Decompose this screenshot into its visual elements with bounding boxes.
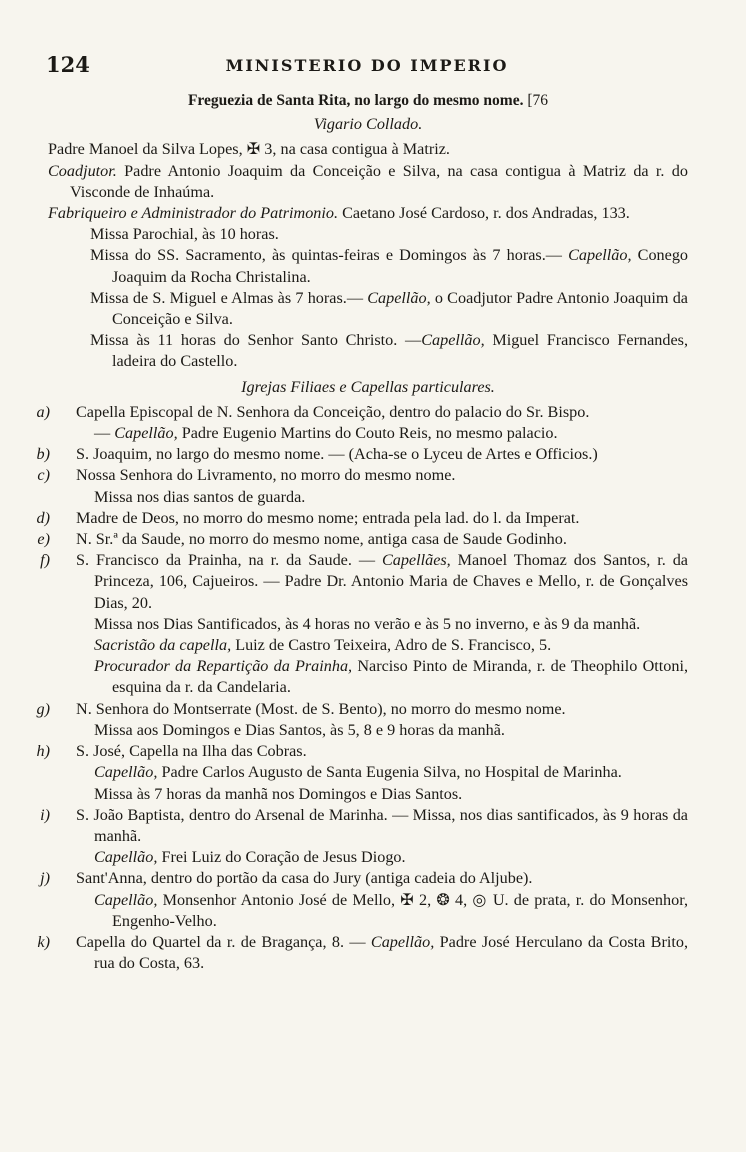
- missa-sacramento-text: Missa do SS. Sacramento, às quintas-feiras e Domingos às 7 horas.—: [90, 246, 562, 265]
- procurador-label: Procurador da Repartição da Prainha,: [94, 657, 353, 676]
- item-i-line1: S. João Baptista, dentro do Arsenal de Marinha. — Missa, nos dias santificados, às 9 horas da manhã.: [76, 805, 688, 845]
- item-a-line2: [76, 423, 688, 444]
- item-h-capellao: [76, 762, 688, 783]
- item-letter: a): [36, 402, 50, 421]
- coadjutor-entry: [48, 161, 688, 203]
- item-letter: b): [36, 445, 50, 464]
- list-item-b: [36, 444, 688, 465]
- list-item-a: [36, 402, 688, 444]
- sacristao-text: Luiz de Castro Teixeira, Adro de S. Francisco, 5.: [231, 636, 552, 655]
- section-title-text: Freguezia de Santa Rita, no largo do mesmo nome.: [187, 92, 524, 109]
- capellaes-label: Capellães,: [381, 551, 451, 570]
- missa-christo-cap-label: Capellão,: [421, 331, 485, 350]
- item-g-line1: N. Senhora do Montserrate (Most. de S. Bento), no morro do mesmo nome.: [76, 699, 566, 718]
- item-i-capellao: [76, 847, 688, 868]
- item-j-line1: Sant'Anna, dentro do portão da casa do Jury (antiga cadeia do Aljube).: [76, 869, 533, 888]
- padre-entry: Padre Manoel da Silva Lopes, ✠ 3, na casa contigua à Matriz.: [48, 140, 450, 159]
- item-i-capellao-text: Frei Luiz do Coração de Jesus Diogo.: [157, 848, 406, 867]
- item-b-line1: S. Joaquim, no largo do mesmo nome. — (Acha-se o Lyceu de Artes e Officios.): [76, 445, 598, 464]
- fabriqueiro-entry: [48, 203, 688, 224]
- item-letter: d): [36, 508, 50, 527]
- item-letter: j): [40, 869, 50, 888]
- running-head: MINISTERIO DO IMPERIO: [225, 56, 509, 75]
- missa-christo-cap: Miguel Francisco Fernandes, ladeira do Castello.: [112, 331, 688, 371]
- item-a-line1: Capella Episcopal de N. Senhora da Conceição, dentro do palacio do Sr. Bispo.: [76, 402, 590, 421]
- page-header: [46, 52, 688, 82]
- capellao-label: Capellão,: [114, 424, 178, 443]
- item-k-line1: [76, 932, 688, 974]
- item-d-line1: Madre de Deos, no morro do mesmo nome; entrada pela lad. do l. da Imperat.: [76, 508, 580, 527]
- capellao-label: Capellão,: [94, 848, 158, 867]
- item-g-line2: Missa aos Domingos e Dias Santos, às 5, 8 e 9 horas da manhã.: [94, 720, 505, 739]
- vigario-line: Vigario Collado.: [313, 115, 423, 134]
- missa-christo-text: Missa às 11 horas do Senhor Santo Christo. —: [90, 331, 422, 350]
- missa-miguel-text: Missa de S. Miguel e Almas às 7 horas.—: [90, 288, 368, 307]
- item-c-line2: Missa nos dias santos de guarda.: [94, 487, 306, 506]
- list-item-i: [40, 805, 688, 869]
- coadjutor-label: Coadjutor.: [48, 161, 117, 180]
- item-h-capellao-text: Padre Carlos Augusto de Santa Eugenia Silva, no Hospital de Marinha.: [157, 763, 622, 782]
- item-f-line1: [76, 550, 688, 614]
- fabriqueiro-text: Caetano José Cardoso, r. dos Andradas, 133.: [338, 204, 630, 223]
- item-a-capellao: Padre Eugenio Martins do Couto Reis, no mesmo palacio.: [177, 424, 558, 443]
- list-item-g: [36, 699, 688, 741]
- item-letter: e): [37, 530, 50, 549]
- item-f-capellaes: Manoel Thomaz dos Santos, r. da Princeza, 106, Cajueiros. — Padre Dr. Antonio Maria de Chaves e Mello, r. de Gonçalves Dias, 20.: [94, 551, 688, 612]
- item-e-line1: N. Sr.ª da Saude, no morro do mesmo nome, antiga casa de Saude Godinho.: [76, 530, 567, 549]
- list-item-f: [40, 550, 688, 698]
- capellao-label: Capellão,: [370, 932, 435, 951]
- procurador-text: Narciso Pinto de Miranda, r. de Theophilo Ottoni, esquina da r. da Candelaria.: [112, 657, 688, 697]
- sub-heading: Igrejas Filiaes e Capellas particulares.: [241, 377, 495, 396]
- item-j-capellao: [76, 890, 688, 932]
- item-letter: i): [40, 805, 50, 824]
- missa-sacramento-cap-label: Capellão,: [568, 246, 632, 265]
- item-letter: h): [36, 742, 50, 761]
- item-f-text: S. Francisco da Prainha, na r. da Saude. —: [76, 551, 382, 570]
- list-item-c: [37, 465, 688, 507]
- missa-christo: [48, 330, 688, 372]
- missa-parochial: Missa Parochial, às 10 horas.: [90, 225, 279, 244]
- page-number: 124: [46, 52, 90, 77]
- item-letter: g): [36, 699, 50, 718]
- dash: —: [94, 424, 115, 443]
- item-f-procurador: [76, 656, 688, 698]
- missa-sacramento: [48, 245, 688, 287]
- sacristao-label: Sacristão da capella,: [94, 636, 232, 655]
- capellao-label: Capellão,: [94, 763, 158, 782]
- item-f-sacristao: [76, 635, 688, 656]
- item-k-text: Capella do Quartel da r. de Bragança, 8. —: [76, 932, 371, 951]
- item-letter: c): [37, 466, 50, 485]
- missa-miguel-cap-label: Capellão,: [367, 288, 431, 307]
- coadjutor-text: Padre Antonio Joaquim da Conceição e Silva, na casa contigua à Matriz da r. do Visconde de Inhaúma.: [70, 161, 688, 201]
- section-title-ref: [76: [527, 92, 549, 109]
- capellao-label: Capellão,: [94, 890, 158, 909]
- item-j-capellao-text: Monsenhor Antonio José de Mello, ✠ 2, ❂ 4, ◎ U. de prata, r. do Monsenhor, Engenho-Velho.: [112, 890, 688, 930]
- list-item-e: [37, 529, 688, 550]
- page-body: [36, 90, 689, 974]
- section-title: [48, 90, 688, 111]
- list-item-j: [40, 868, 688, 932]
- missa-miguel: [48, 288, 688, 330]
- list-item-h: [36, 741, 688, 805]
- item-letter: k): [37, 932, 50, 951]
- list-item-k: [37, 932, 688, 974]
- item-h-line1: S. José, Capella na Ilha das Cobras.: [76, 742, 307, 761]
- item-c-line1: Nossa Senhora do Livramento, no morro do mesmo nome.: [76, 466, 456, 485]
- item-letter: f): [40, 551, 50, 570]
- list-item-d: [36, 508, 688, 529]
- item-f-line2: Missa nos Dias Santificados, às 4 horas no verão e às 5 no inverno, e às 9 da manhã.: [94, 614, 641, 633]
- missa-sacramento-cap: Conego Joaquim da Rocha Christalina.: [112, 246, 689, 286]
- missa-miguel-cap: o Coadjutor Padre Antonio Joaquim da Conceição e Silva.: [112, 288, 688, 329]
- fabriqueiro-label: Fabriqueiro e Administrador do Patrimonio.: [48, 204, 339, 223]
- item-k-capellao-text: Padre José Herculano da Costa Brito, rua do Costa, 63.: [94, 932, 688, 973]
- item-h-line3: Missa às 7 horas da manhã nos Domingos e Dias Santos.: [94, 784, 463, 803]
